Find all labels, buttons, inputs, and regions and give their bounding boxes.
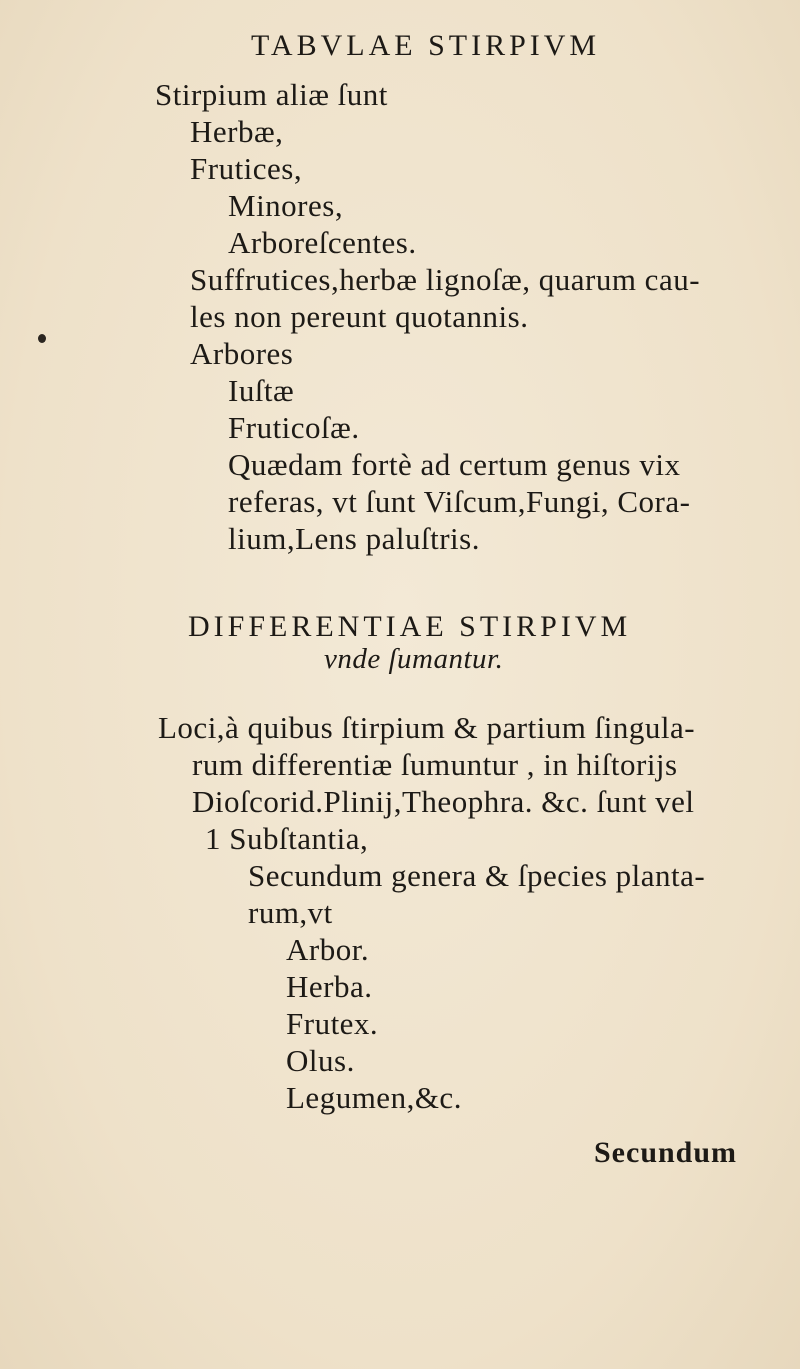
text-line: Herbæ, <box>190 114 284 149</box>
text-line: Legumen,&c. <box>286 1080 462 1115</box>
text-line: les non pereunt quotannis. <box>190 299 529 334</box>
text-line: Arbores <box>190 336 294 371</box>
text-line: Dioſcorid.Plinij,Theophra. &c. ſunt vel <box>192 784 695 819</box>
text-line: Stirpium aliæ ſunt <box>155 77 388 112</box>
section-subheading: vnde ſumantur. <box>324 643 504 675</box>
text-line: 1 Subſtantia, <box>205 821 369 856</box>
section-heading: DIFFERENTIAE STIRPIVM <box>188 610 632 643</box>
text-line: rum,vt <box>248 895 333 930</box>
ink-speck <box>38 334 46 343</box>
text-line: Fruticoſæ. <box>228 410 360 445</box>
running-head: TABVLAE STIRPIVM <box>251 29 601 62</box>
text-line: Arbor. <box>286 932 370 967</box>
text-line: Minores, <box>228 188 344 223</box>
text-line: Suffrutices,herbæ lignoſæ, quarum cau- <box>190 262 701 297</box>
text-line: Frutex. <box>286 1006 379 1041</box>
text-line: Quædam fortè ad certum genus vix <box>228 447 681 482</box>
text-line: Olus. <box>286 1043 355 1078</box>
text-line: rum differentiæ ſumuntur , in hiſtorijs <box>192 747 678 782</box>
text-line: Frutices, <box>190 151 303 186</box>
text-line: lium,Lens paluſtris. <box>228 521 480 556</box>
text-line: Iuſtæ <box>228 373 295 408</box>
text-line: Loci,à quibus ſtirpium & partium ſingula- <box>158 710 696 745</box>
text-line: Herba. <box>286 969 373 1004</box>
text-line: Secundum genera & ſpecies planta- <box>248 858 706 893</box>
text-line: referas, vt ſunt Viſcum,Fungi, Cora- <box>228 484 691 519</box>
catchword: Secundum <box>594 1136 738 1169</box>
text-line: Arboreſcentes. <box>228 225 417 260</box>
